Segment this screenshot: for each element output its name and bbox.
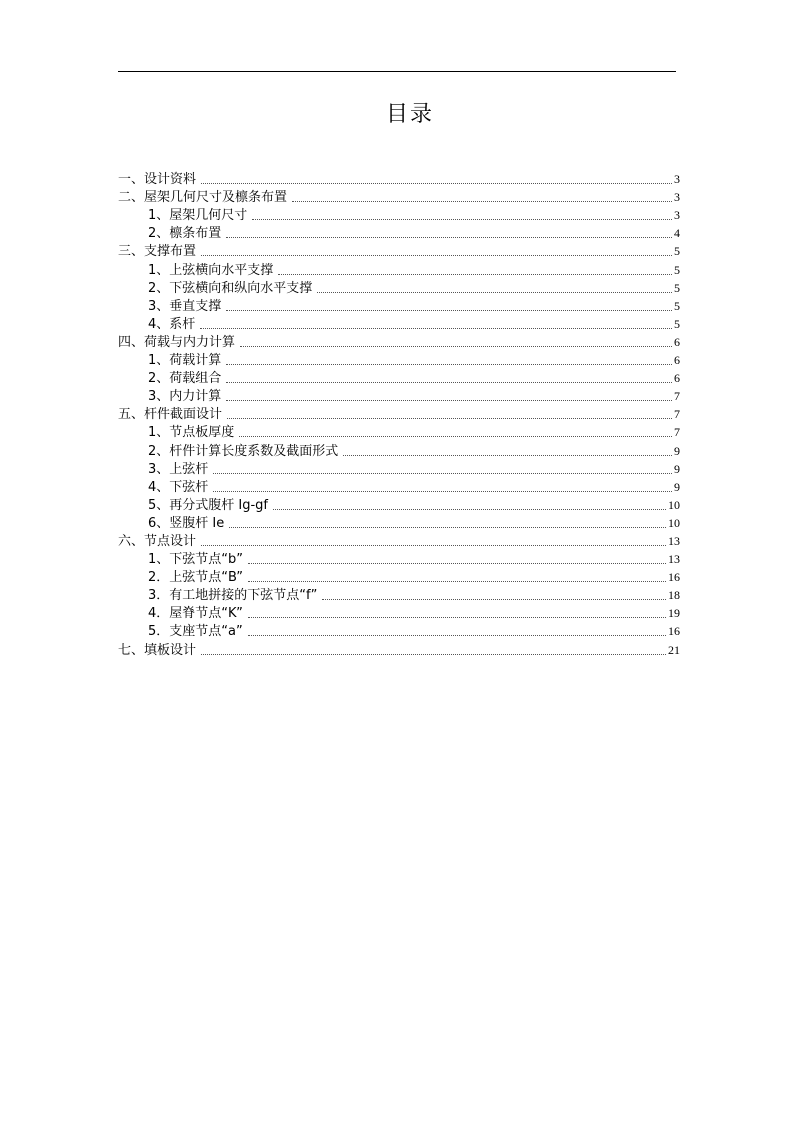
toc-entry-label: 四、荷载与内力计算 <box>118 334 236 350</box>
toc-entry[interactable] <box>118 279 680 297</box>
toc-entry-label: 二、屋架几何尺寸及檩条布置 <box>118 190 288 206</box>
toc-entry-label: 1、节点板厚度 <box>148 425 235 441</box>
toc-entry[interactable] <box>118 604 680 622</box>
toc-entry-label: 2、檩条布置 <box>148 226 222 242</box>
toc-entry-label: 4．屋脊节点“K” <box>148 606 243 622</box>
toc-entry[interactable] <box>118 260 680 278</box>
toc-entry[interactable] <box>118 496 680 514</box>
toc-entry-page-number: 9 <box>674 461 680 476</box>
toc-entry-page-number: 13 <box>668 552 680 567</box>
dot-leader <box>248 581 666 582</box>
dot-leader <box>226 364 672 365</box>
toc-entry[interactable] <box>118 387 680 405</box>
toc-entry-page-number: 3 <box>674 172 680 187</box>
dot-leader <box>248 617 666 618</box>
dot-leader <box>278 274 672 275</box>
dot-leader <box>201 255 672 256</box>
toc-entry-page-number: 9 <box>674 443 680 458</box>
dot-leader <box>226 237 672 238</box>
toc-entry[interactable] <box>118 622 680 640</box>
dot-leader <box>201 654 666 655</box>
dot-leader <box>227 418 672 419</box>
toc-entry-page-number: 4 <box>674 226 680 241</box>
toc-entry-label: 3、内力计算 <box>148 389 222 405</box>
dot-leader <box>317 292 672 293</box>
toc-entry-page-number: 19 <box>668 606 680 621</box>
toc-entry[interactable] <box>118 206 680 224</box>
toc-entry-page-number: 6 <box>674 334 680 349</box>
toc-entry-label: 1、荷载计算 <box>148 353 222 369</box>
toc-entry[interactable] <box>118 224 680 242</box>
toc-entry-label: 4、下弦杆 <box>148 479 209 495</box>
toc-entry[interactable] <box>118 460 680 478</box>
toc-entry[interactable] <box>118 333 680 351</box>
toc-entry-page-number: 10 <box>668 515 680 530</box>
toc-entry[interactable] <box>118 188 680 206</box>
dot-leader <box>322 599 666 600</box>
dot-leader <box>213 473 672 474</box>
toc-entry-label: 3、上弦杆 <box>148 461 209 477</box>
toc-entry[interactable] <box>118 532 680 550</box>
toc-entry-page-number: 5 <box>674 244 680 259</box>
page-title: 目录 <box>385 102 434 127</box>
toc-entry-page-number: 5 <box>674 280 680 295</box>
toc-entry-label: 1、下弦节点“b” <box>148 552 243 568</box>
toc-entry-page-number: 9 <box>674 479 680 494</box>
toc-entry-label: 一、设计资料 <box>118 172 197 188</box>
toc-entry[interactable] <box>118 405 680 423</box>
dot-leader <box>292 201 672 202</box>
table-of-contents <box>118 170 680 659</box>
toc-entry-page-number: 5 <box>674 316 680 331</box>
toc-entry-label: 4、系杆 <box>148 316 196 332</box>
dot-leader <box>240 346 672 347</box>
dot-leader <box>201 545 666 546</box>
toc-entry[interactable] <box>118 568 680 586</box>
toc-entry-page-number: 6 <box>674 353 680 368</box>
toc-entry[interactable] <box>118 441 680 459</box>
toc-entry-label: 6、竖腹杆 Ie <box>148 515 225 531</box>
dot-leader <box>252 219 672 220</box>
dot-leader <box>239 436 672 437</box>
toc-entry[interactable] <box>118 586 680 604</box>
dot-leader <box>248 635 666 636</box>
toc-entry[interactable] <box>118 297 680 315</box>
toc-entry[interactable] <box>118 170 680 188</box>
toc-entry-page-number: 3 <box>674 190 680 205</box>
toc-entry-label: 1、上弦横向水平支撑 <box>148 262 274 278</box>
toc-entry[interactable] <box>118 242 680 260</box>
toc-entry-page-number: 3 <box>674 208 680 223</box>
toc-entry-label: 六、节点设计 <box>118 533 197 549</box>
toc-entry-page-number: 7 <box>674 389 680 404</box>
toc-entry-label: 3．有工地拼接的下弦节点“f” <box>148 588 318 604</box>
toc-entry-label: 3、垂直支撑 <box>148 298 222 314</box>
toc-entry[interactable] <box>118 478 680 496</box>
toc-entry-page-number: 18 <box>668 588 680 603</box>
toc-entry[interactable] <box>118 640 680 658</box>
toc-entry-label: 2、荷载组合 <box>148 371 222 387</box>
dot-leader <box>226 382 672 383</box>
toc-entry-page-number: 7 <box>674 425 680 440</box>
toc-entry-page-number: 21 <box>668 642 680 657</box>
toc-entry-label: 5．支座节点“a” <box>148 624 243 640</box>
toc-entry-page-number: 10 <box>668 497 680 512</box>
dot-leader <box>226 310 672 311</box>
toc-entry[interactable] <box>118 423 680 441</box>
toc-entry-label: 五、杆件截面设计 <box>118 407 223 423</box>
dot-leader <box>248 563 666 564</box>
toc-entry-label: 2、下弦横向和纵向水平支撑 <box>148 280 313 296</box>
toc-entry-page-number: 6 <box>674 371 680 386</box>
toc-entry-page-number: 5 <box>674 298 680 313</box>
toc-entry[interactable] <box>118 369 680 387</box>
toc-entry-label: 三、支撑布置 <box>118 244 197 260</box>
dot-leader <box>229 527 666 528</box>
dot-leader <box>226 400 672 401</box>
header-rule <box>118 71 676 72</box>
toc-entry[interactable] <box>118 550 680 568</box>
toc-entry-label: 1、屋架几何尺寸 <box>148 208 248 224</box>
toc-entry-page-number: 7 <box>674 407 680 422</box>
toc-entry-label: 2．上弦节点“B” <box>148 570 243 586</box>
toc-entry-page-number: 16 <box>668 624 680 639</box>
toc-entry-page-number: 13 <box>668 533 680 548</box>
dot-leader <box>201 183 672 184</box>
dot-leader <box>273 509 666 510</box>
toc-entry-label: 七、填板设计 <box>118 642 197 658</box>
toc-entry-page-number: 5 <box>674 262 680 277</box>
toc-entry-label: 2、杆件计算长度系数及截面形式 <box>148 443 339 459</box>
toc-entry[interactable] <box>118 514 680 532</box>
toc-entry-page-number: 16 <box>668 570 680 585</box>
toc-entry-label: 5、再分式腹杆 Ig-gf <box>148 497 269 513</box>
dot-leader <box>343 455 672 456</box>
toc-entry[interactable] <box>118 315 680 333</box>
dot-leader <box>200 328 672 329</box>
toc-entry[interactable] <box>118 351 680 369</box>
dot-leader <box>213 491 672 492</box>
